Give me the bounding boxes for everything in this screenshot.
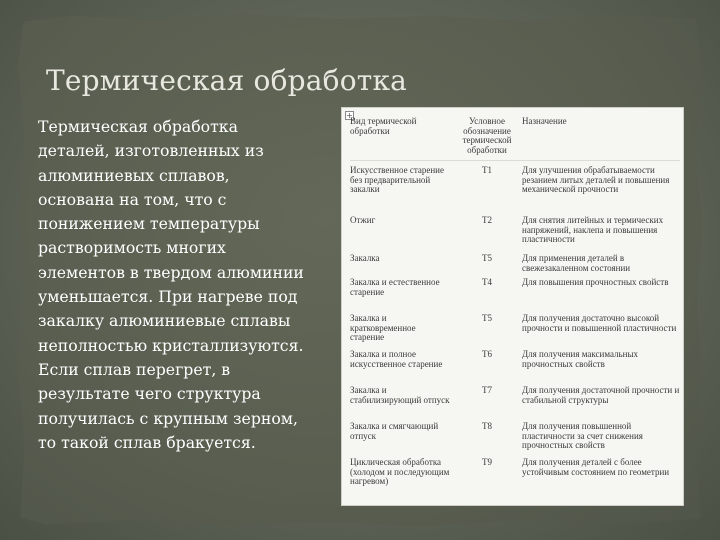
table-cell-purpose: Для получения максимальных прочностных свойств bbox=[522, 349, 639, 369]
header-purpose: Назначение bbox=[522, 116, 567, 126]
table-cell-code: Т6 bbox=[482, 349, 492, 359]
table-cell-code: Т7 bbox=[482, 385, 492, 395]
table-cell-type: Закалка bbox=[350, 253, 380, 263]
slide-body-text: Термическая обработка деталей, изготовленных из алюминиевых сплавов, основана на том, что с понижением температуры растворимость многих элементов в твердом алюминии уменьшается. При нагреве под закалку алюминиевые сплавы неполностью кристаллизуются. Если сплав перегрет, в результате чего структура получилась с крупным зерном, то такой сплав бракуется. bbox=[38, 117, 304, 452]
table-cell-purpose: Для применения деталей в свежезакаленном состоянии bbox=[522, 253, 631, 273]
table-cell-purpose: Для повышения прочностных свойств bbox=[522, 277, 669, 287]
table-cell-type: Отжиг bbox=[350, 215, 376, 225]
table-cell-code: Т2 bbox=[482, 215, 492, 225]
table-cell-type: Закалка и полное искусственное старение bbox=[350, 349, 443, 369]
table-cell-type: Закалка и кратковременное старение bbox=[350, 313, 416, 343]
table-cell-code: Т5 bbox=[482, 253, 492, 263]
table-cell-purpose: Для получения достаточной прочности и стабильной структуры bbox=[522, 385, 680, 405]
table-cell-purpose: Для снятия литейных и термических напряжений, наклепа и повышения пластичности bbox=[522, 215, 664, 245]
table-cell-type: Закалка и естественное старение bbox=[350, 277, 440, 297]
slide-title: Термическая обработка bbox=[46, 64, 408, 97]
table-cell-purpose: Для получения достаточно высокой прочности и повышенной пластичности bbox=[522, 313, 677, 333]
table-cell-type: Закалка и смягчающий отпуск bbox=[350, 421, 439, 441]
table-cell-type: Искусственное старение без предварительной закалки bbox=[350, 165, 444, 195]
table-cell-purpose: Для улучшения обрабатываемости резанием литых деталей и повышения механической прочности bbox=[522, 165, 670, 195]
table-cell-type: Циклическая обработка (холодом и последующим нагревом) bbox=[350, 457, 450, 487]
table-cell-code: Т5 bbox=[482, 313, 492, 323]
expand-icon: + bbox=[346, 111, 353, 120]
table-divider bbox=[350, 160, 680, 161]
heat-treatment-table bbox=[341, 107, 684, 506]
header-code: Условное обозначение термической обработки bbox=[462, 116, 512, 155]
table-cell-type: Закалка и стабилизирующий отпуск bbox=[350, 385, 450, 405]
table-cell-purpose: Для получения деталей с более устойчивым состоянием по геометрии bbox=[522, 457, 670, 477]
table-cell-code: Т8 bbox=[482, 421, 492, 431]
header-type: Вид термической обработки bbox=[350, 116, 417, 136]
table-cell-code: Т9 bbox=[482, 457, 492, 467]
table-cell-code: Т4 bbox=[482, 277, 492, 287]
table-cell-purpose: Для получения повышенной пластичности за счет снижения прочностных свойств bbox=[522, 421, 643, 451]
table-cell-code: Т1 bbox=[482, 165, 492, 175]
